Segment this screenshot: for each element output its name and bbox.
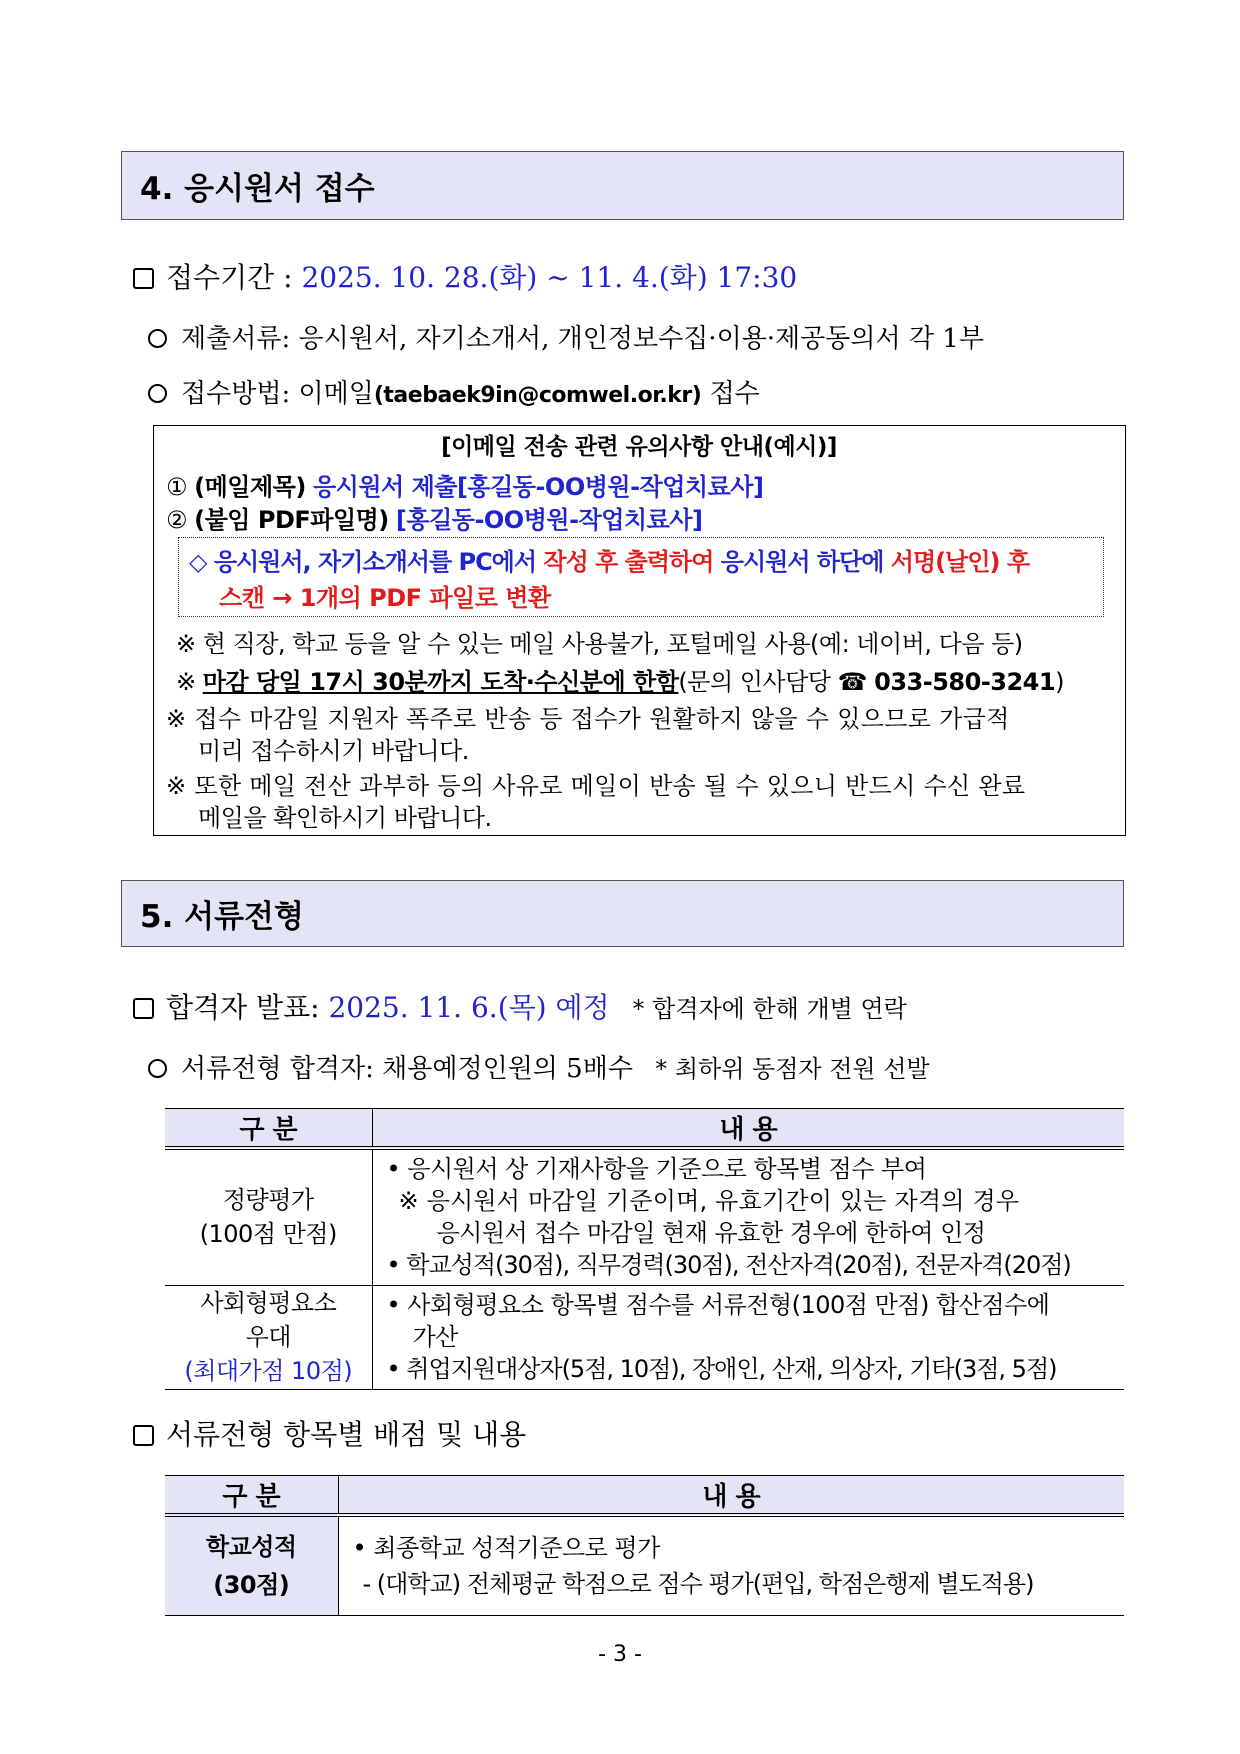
header-content: 내 용 — [338, 1476, 1124, 1516]
item1-value: 응시원서 제출[홍길동-OO병원-작업치료사] — [312, 473, 764, 501]
section-5-title: 5. 서류전형 — [140, 899, 304, 935]
pass-note: * 최하위 동점자 전원 선발 — [655, 1055, 930, 1083]
diamond-part-a: ◇ 응시원서, 자기소개서를 PC에서 — [189, 548, 537, 576]
notice-note-4-line-1: ※ 또한 메일 전산 과부하 등의 사유로 메일이 반송 될 수 있으니 반드시 수신 완료 — [166, 772, 1026, 800]
method-label: 접수방법: — [181, 379, 291, 409]
docs-value: 응시원서, 자기소개서, 개인정보수집·이용·제공동의서 각 1부 — [298, 324, 984, 354]
method-pre: 이메일 — [298, 379, 374, 409]
item2-value: [홍길동-OO병원-작업치료사] — [395, 506, 703, 534]
row-category — [165, 1285, 372, 1389]
header-category: 구 분 — [165, 1476, 338, 1516]
category-line: 정량평가 — [222, 1186, 314, 1215]
section-4-header — [121, 151, 1124, 220]
email-address: (taebaek9in@comwel.or.kr) — [373, 383, 702, 408]
notice-note-3-line-2: 미리 접수하시기 바랍니다. — [198, 737, 469, 765]
content-line: 응시원서 접수 마감일 현재 유효한 경우에 한하여 인정 — [436, 1219, 986, 1248]
category-line: (100점 만점) — [199, 1220, 337, 1249]
circle-bullet-icon — [148, 1059, 167, 1078]
content-line: • 학교성적(30점), 직무경력(30점), 전산자격(20점), 전문자격(20점) — [386, 1251, 1071, 1280]
note2-inquiry: (문의 인사담당 ☎ — [678, 668, 868, 696]
period-label: 접수기간 : — [166, 261, 293, 294]
row-category — [165, 1515, 338, 1615]
circle-bullet-icon — [148, 384, 167, 403]
table-row — [165, 1285, 1124, 1389]
content-line: • 사회형평요소 항목별 점수를 서류전형(100점 만점) 합산점수에 — [386, 1291, 1050, 1319]
notice-title: [이메일 전송 관련 유의사항 안내(예시)] — [441, 434, 837, 460]
checkbox-square-icon — [133, 1425, 154, 1446]
items-title: 서류전형 항목별 배점 및 내용 — [166, 1418, 527, 1451]
docs-line — [148, 318, 984, 355]
table-row — [165, 1515, 1124, 1615]
content-line: 가산 — [412, 1323, 458, 1351]
note2-end: ) — [1055, 668, 1064, 696]
notice-item-2 — [166, 500, 702, 535]
category-line: 사회형평요소 — [200, 1289, 337, 1317]
note2-mark: ※ — [176, 668, 196, 696]
diamond-line-2: 스캔 → 1개의 PDF 파일로 변환 — [219, 584, 551, 612]
deadline-text: 마감 당일 17시 30분까지 도착·수신분에 한함 — [202, 668, 679, 696]
diamond-part-d: 서명(날인) 후 — [890, 548, 1030, 576]
row-content — [372, 1148, 1124, 1285]
table-row — [165, 1148, 1124, 1285]
row-content — [372, 1285, 1124, 1389]
row-content — [338, 1515, 1124, 1615]
content-line: - (대학교) 전체평균 학점으로 점수 평가(편입, 학점은행제 별도적용) — [362, 1569, 1034, 1598]
category-line: 우대 — [245, 1323, 291, 1351]
section-5-header — [121, 880, 1124, 947]
table-header-row — [165, 1476, 1124, 1516]
page-number: - 3 - — [598, 1642, 642, 1667]
content-line: ※ 응시원서 마감일 기준이며, 유효기간이 있는 자격의 경우 — [398, 1187, 1020, 1216]
phone-number: 033-580-3241 — [874, 668, 1056, 696]
announce-note: * 합격자에 한해 개별 연락 — [632, 995, 907, 1023]
table-header-row — [165, 1109, 1124, 1149]
item1-number: ① — [166, 473, 188, 501]
method-post: 접수 — [709, 379, 760, 409]
circle-bullet-icon — [148, 329, 167, 348]
diamond-part-c: 응시원서 하단에 — [720, 548, 884, 576]
pass-label: 서류전형 합격자: — [181, 1054, 374, 1084]
category-line: 학교성적 — [205, 1532, 297, 1561]
content-line: • 최종학교 성적기준으로 평가 — [352, 1533, 660, 1562]
notice-note-4-line-2: 메일을 확인하시기 바랍니다. — [198, 804, 492, 832]
checkbox-square-icon — [133, 268, 154, 289]
notice-note-3-line-1: ※ 접수 마감일 지원자 폭주로 반송 등 접수가 원활하지 않을 수 있으므로 가급적 — [166, 705, 1010, 733]
announce-label: 합격자 발표: — [166, 991, 320, 1024]
pass-line — [148, 1048, 930, 1085]
content-line: • 응시원서 상 기재사항을 기준으로 항목별 점수 부여 — [386, 1155, 927, 1184]
category-line: (30점) — [213, 1570, 290, 1599]
period-line — [133, 256, 797, 296]
item2-number: ② — [166, 506, 188, 534]
period-value: 2025. 10. 28.(화) ~ 11. 4.(화) 17:30 — [301, 261, 798, 294]
diamond-part-b: 작성 후 출력하여 — [543, 548, 714, 576]
scoring-table — [165, 1475, 1124, 1616]
diamond-line-1 — [189, 542, 1029, 577]
items-title-line — [133, 1413, 526, 1453]
content-line: • 취업지원대상자(5점, 10점), 장애인, 산재, 의상자, 기타(3점, 5점) — [386, 1355, 1057, 1383]
item1-label: (메일제목) — [194, 473, 306, 501]
notice-note-2 — [176, 662, 1064, 697]
header-category: 구 분 — [165, 1109, 372, 1149]
item2-label: (붙임 PDF파일명) — [194, 506, 389, 534]
header-content: 내 용 — [372, 1109, 1124, 1149]
section-4-title: 4. 응시원서 접수 — [140, 171, 375, 207]
category-line: (최대가점 10점) — [184, 1357, 353, 1385]
pass-value: 채용예정인원의 5배수 — [382, 1054, 633, 1084]
announce-line — [133, 986, 907, 1026]
notice-note-1: ※ 현 직장, 학교 등을 알 수 있는 메일 사용불가, 포털메일 사용(예: 네이버, 다음 등) — [176, 630, 1023, 658]
notice-item-1 — [166, 467, 763, 502]
docs-label: 제출서류: — [181, 324, 291, 354]
screening-table — [165, 1108, 1124, 1390]
email-notice-box — [153, 425, 1126, 836]
diamond-box — [178, 537, 1104, 617]
method-line — [148, 373, 760, 410]
checkbox-square-icon — [133, 998, 154, 1019]
announce-value: 2025. 11. 6.(목) 예정 — [328, 991, 610, 1024]
row-category — [165, 1148, 372, 1285]
